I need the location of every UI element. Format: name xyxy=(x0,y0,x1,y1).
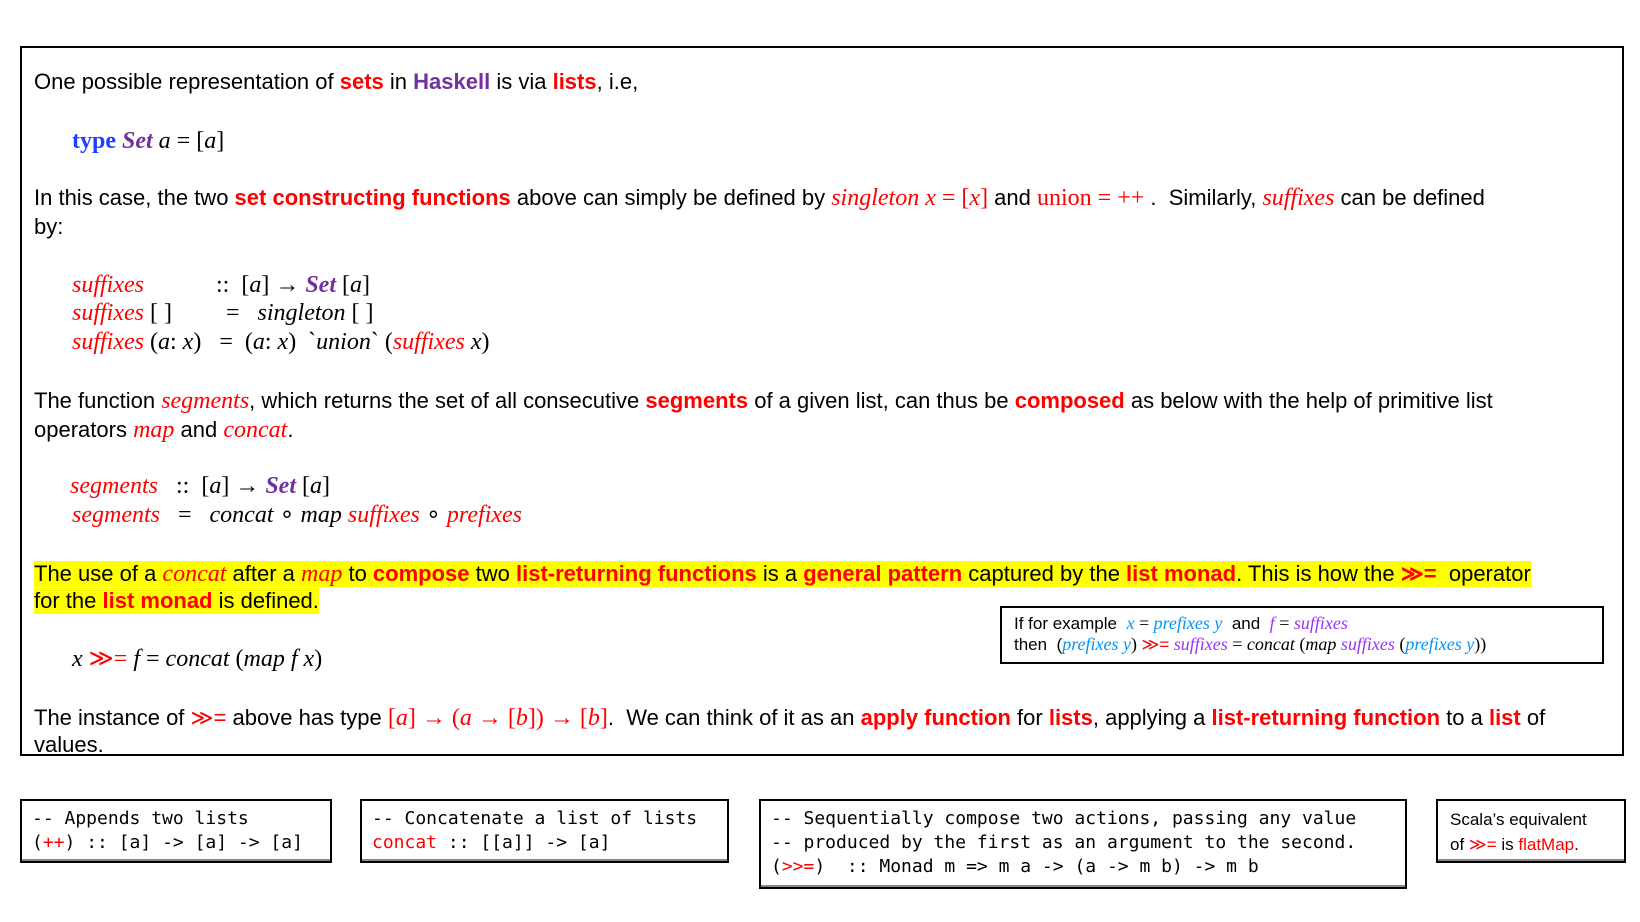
text-run: lists xyxy=(552,69,597,94)
text-run: for the xyxy=(34,588,103,613)
text-run: . Similarly, xyxy=(1144,185,1263,210)
text-run: for xyxy=(1010,705,1049,730)
text-run: : xyxy=(170,329,183,355)
text-run: [ xyxy=(336,272,350,298)
text-run: suffixes xyxy=(72,329,144,355)
text-run: map xyxy=(133,417,175,443)
text-run: singleton x xyxy=(831,185,936,211)
text-run: a xyxy=(158,329,170,355)
text-run: x xyxy=(277,329,289,355)
text-run: list-returning function xyxy=(1211,705,1441,730)
text-run: In this case, the two xyxy=(34,185,235,210)
text-run: f xyxy=(127,646,140,672)
text-run: ( xyxy=(1294,634,1306,654)
text-line xyxy=(34,732,104,758)
text-run: ] xyxy=(599,705,608,731)
operator: ++ xyxy=(42,832,65,853)
text-run: . This is how the xyxy=(1236,561,1401,586)
text-run: prefixes y xyxy=(1153,613,1223,633)
text-run: segments xyxy=(72,502,160,528)
text-run: x xyxy=(969,185,981,211)
text-run: = xyxy=(1134,613,1154,633)
paren: ( xyxy=(771,856,782,877)
text-run: map xyxy=(301,561,343,587)
text-line xyxy=(70,473,330,499)
text-run: f xyxy=(1269,613,1275,633)
text-run: concat xyxy=(165,646,230,672)
text-run: = [ xyxy=(170,128,205,154)
text-run: = xyxy=(159,502,210,528)
text-run: ( xyxy=(144,329,158,355)
note-comment: -- Concatenate a list of lists xyxy=(372,808,698,829)
text-run: a xyxy=(152,128,171,154)
text-run: = xyxy=(1227,634,1247,654)
text-run: suffixes xyxy=(1169,634,1228,654)
text-run: a xyxy=(249,272,262,298)
text-run: composed xyxy=(1014,388,1125,413)
text-run: map xyxy=(300,502,348,528)
text-run: above can simply be defined by xyxy=(510,185,832,210)
scala-line1: Scala’s equivalent xyxy=(1450,810,1587,829)
text-run: a xyxy=(209,473,222,499)
text-run: = xyxy=(140,646,166,672)
text-run: ) xyxy=(314,646,323,672)
text-run: ] → xyxy=(261,272,306,298)
text-run: concat xyxy=(223,417,288,443)
text-line xyxy=(34,561,1531,587)
text-run: list monad xyxy=(102,588,213,613)
text-run: ( xyxy=(229,646,244,672)
signature: :: [[a]] -> [a] xyxy=(437,832,611,853)
text: of xyxy=(1450,835,1469,854)
text-run: The instance of xyxy=(34,705,191,730)
text-run: values. xyxy=(34,732,104,757)
text-run: suffixes xyxy=(392,329,465,355)
text-run: operators xyxy=(34,417,134,442)
text-run: Set xyxy=(265,473,296,499)
text-run: set constructing functions xyxy=(234,185,511,210)
text-run: x xyxy=(182,329,194,355)
note-append xyxy=(20,799,332,863)
text-run: type xyxy=(72,128,122,154)
text-run: suffixes xyxy=(347,502,420,528)
text-run: suffixes xyxy=(72,272,144,298)
text-run: :: [ xyxy=(144,272,250,298)
text-run: ∘ xyxy=(273,502,301,528)
text-run: and xyxy=(988,185,1037,210)
text-run: Haskell xyxy=(413,69,491,94)
text-run: compose xyxy=(372,561,470,586)
text-line xyxy=(34,705,1545,731)
text-run: union = ++ xyxy=(1037,185,1145,211)
text-run: . We can think of it as an xyxy=(607,705,861,730)
text-run: . xyxy=(287,417,294,442)
text-run: suffixes xyxy=(72,300,144,326)
text-run: ≫= xyxy=(88,646,128,672)
text-run: :: [ xyxy=(157,473,210,499)
text-run: One possible representation of xyxy=(34,69,340,94)
text-line xyxy=(34,588,319,614)
text-run: lists xyxy=(1048,705,1093,730)
example-line xyxy=(1014,634,1590,655)
text-run: [ xyxy=(295,473,310,499)
text-run: [ ] = xyxy=(144,300,258,326)
function-name: flatMap xyxy=(1518,835,1575,854)
text-run: ) xyxy=(1131,634,1142,654)
text-run: ] → xyxy=(221,473,266,499)
text-run: two xyxy=(469,561,516,586)
text-line xyxy=(72,128,224,154)
text: is xyxy=(1496,835,1519,854)
text-run: a xyxy=(395,705,408,731)
text-run: [ xyxy=(387,705,396,731)
text-run: segments xyxy=(70,473,158,499)
text-run: → [ xyxy=(471,705,516,731)
text-run: b xyxy=(515,705,528,731)
text-run: )) xyxy=(1474,634,1487,654)
text-run: after a xyxy=(226,561,301,586)
text-run: is via xyxy=(490,69,553,94)
text-run: map xyxy=(1305,634,1341,654)
text-run: a xyxy=(252,329,265,355)
note-scala xyxy=(1436,799,1626,863)
text-run: ≫= xyxy=(190,705,227,730)
text-run: to xyxy=(342,561,373,586)
text-run: : xyxy=(264,329,278,355)
text-run: to a xyxy=(1440,705,1489,730)
text-run: prefixes y xyxy=(1405,634,1475,654)
text-run: ]) → [ xyxy=(527,705,588,731)
text-run: apply function xyxy=(860,705,1011,730)
text-run: ( xyxy=(1394,634,1406,654)
text-line xyxy=(72,329,489,355)
text-run: Set xyxy=(122,128,153,154)
text-run: ) ` xyxy=(288,329,317,355)
text-line xyxy=(72,300,374,326)
text-run: prefixes xyxy=(446,502,523,528)
example-line xyxy=(1014,613,1590,634)
text-run: suffixes xyxy=(1340,634,1395,654)
text-run: ] xyxy=(980,185,989,211)
text-run: prefixes y xyxy=(1062,634,1132,654)
function-name: concat xyxy=(372,832,438,853)
text-run: a xyxy=(459,705,472,731)
text-run: then ( xyxy=(1014,635,1063,654)
text-run: as below with the help of primitive list xyxy=(1124,388,1493,413)
text-run: ≫= xyxy=(1400,561,1437,586)
text-run: a xyxy=(309,473,322,499)
text-run: sets xyxy=(339,69,384,94)
text-line xyxy=(72,502,522,528)
text-run: a xyxy=(204,128,217,154)
text-run: ≫= xyxy=(1141,635,1170,654)
text-run: is defined. xyxy=(212,588,319,613)
text-run: x xyxy=(464,329,482,355)
text-run: can be defined xyxy=(1334,185,1485,210)
text-run: The function xyxy=(34,388,162,413)
text-run: ∘ xyxy=(419,502,447,528)
text-run: general pattern xyxy=(803,561,963,586)
text-run: map f x xyxy=(243,646,315,672)
text-line xyxy=(34,214,63,240)
text-run: and xyxy=(174,417,224,442)
text-run: suffixes xyxy=(1293,613,1348,633)
example-callout xyxy=(1000,606,1604,664)
note-bind xyxy=(759,799,1407,889)
text-run: [ ] xyxy=(345,300,374,326)
text-run: ) xyxy=(481,329,490,355)
text-line xyxy=(34,388,1493,414)
text-line xyxy=(72,646,322,672)
text-run: singleton xyxy=(257,300,346,326)
operator: ≫= xyxy=(1468,835,1497,854)
text-run: captured by the xyxy=(962,561,1127,586)
text: . xyxy=(1574,835,1579,854)
paren: ( xyxy=(32,832,43,853)
text-run: list xyxy=(1488,705,1521,730)
text-run: ] xyxy=(216,128,225,154)
operator: >>= xyxy=(781,856,815,877)
text-run: of xyxy=(1520,705,1546,730)
text-run: = [ xyxy=(935,185,970,211)
text-run: concat xyxy=(1246,634,1295,654)
signature: ) :: [a] -> [a] -> [a] xyxy=(64,832,303,853)
text-run: segments xyxy=(645,388,749,413)
text-run: x xyxy=(1126,613,1135,633)
text-run: = xyxy=(1274,613,1294,633)
text-line xyxy=(72,272,370,298)
text-run: b xyxy=(587,705,600,731)
text-run: If for example xyxy=(1014,614,1127,633)
text-run: ) = ( xyxy=(193,329,253,355)
text-run: list-returning functions xyxy=(515,561,757,586)
signature: ) :: Monad m => m a -> (a -> m b) -> m b xyxy=(814,856,1259,877)
text-run: union xyxy=(316,329,371,355)
text-run: The use of a xyxy=(34,561,163,586)
text-run: operator xyxy=(1436,561,1531,586)
text-run: is a xyxy=(756,561,804,586)
note-comment: -- Appends two lists xyxy=(32,808,249,829)
text-run: concat xyxy=(162,561,227,587)
text-run: , applying a xyxy=(1092,705,1212,730)
text-run: ` ( xyxy=(370,329,393,355)
text-run: list monad xyxy=(1126,561,1237,586)
text-run: and xyxy=(1222,614,1270,633)
text-run: by: xyxy=(34,214,64,239)
text-line xyxy=(34,417,293,443)
text-run: above has type xyxy=(226,705,388,730)
text-run: ] xyxy=(321,473,330,499)
text-run: ] xyxy=(362,272,370,298)
text-run: concat xyxy=(209,502,274,528)
text-line xyxy=(34,185,1485,211)
text-run: , i.e, xyxy=(596,69,639,94)
note-concat xyxy=(360,799,729,863)
text-run: , which returns the set of all consecutive xyxy=(249,388,646,413)
text-line xyxy=(34,69,638,95)
text-run: Set xyxy=(305,272,336,298)
text-run: in xyxy=(383,69,414,94)
text-run: segments xyxy=(161,388,250,414)
text-run: suffixes xyxy=(1262,185,1335,211)
text-run: a xyxy=(350,272,362,298)
note-comment: -- Sequentially compose two actions, passing any value -- produced by the first as an argument to the second. xyxy=(771,808,1357,853)
text-run: ] → ( xyxy=(407,705,460,731)
text-run: x xyxy=(72,646,89,672)
text-run: of a given list, can thus be xyxy=(748,388,1015,413)
